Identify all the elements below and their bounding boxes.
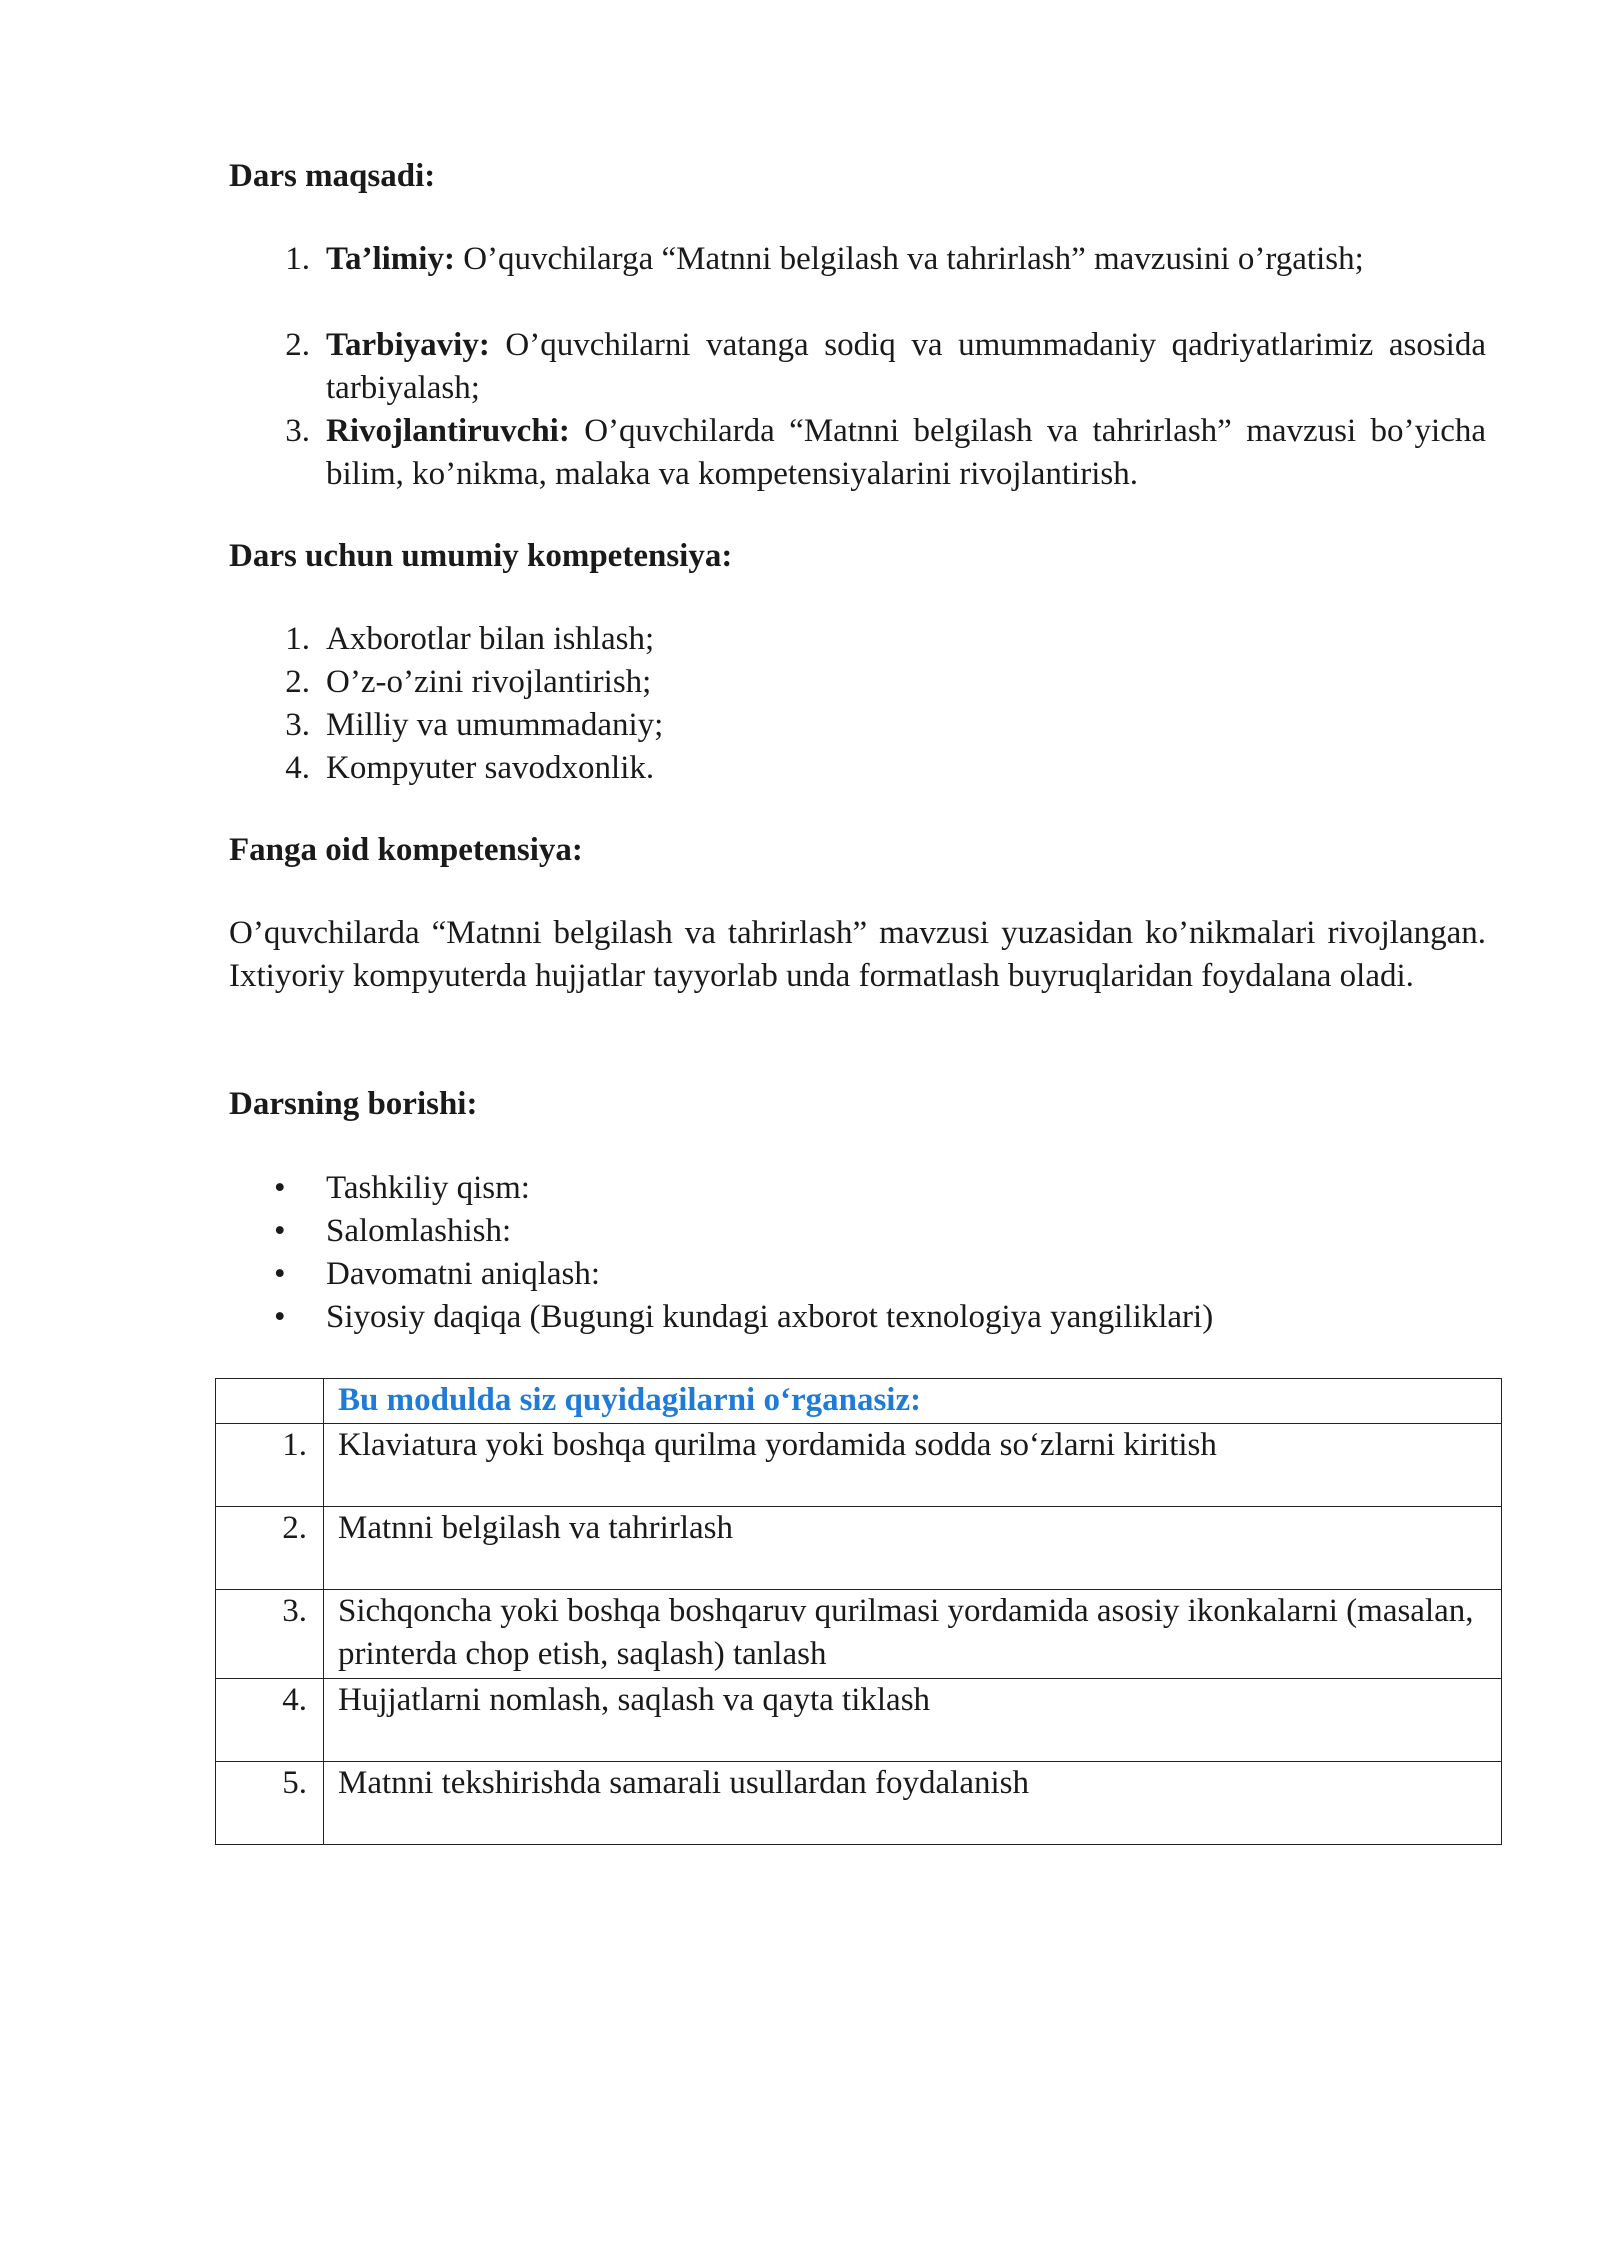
list-item (0, 704, 1486, 747)
list-item-text: Milliy va umummadaniy; (326, 707, 664, 743)
list-item-number: 2. (285, 664, 310, 700)
bullet-icon: • (274, 1213, 286, 1249)
list-item-text: Axborotlar bilan ishlash; (326, 621, 655, 657)
list-item-number: 2. (285, 327, 310, 363)
subject-competence-paragraph: O’quvchilarda “Matnni belgilash va tahrirlash” mavzusi yuzasidan ko’nikmalari rivojlangan. Ixtiyoriy kompyuterda hujjatlar tayyorlab unda formatlash buyruqlaridan foydalana oladi. (229, 915, 1486, 994)
list-item (0, 1253, 1486, 1296)
table-row (216, 1679, 1502, 1762)
list-item (0, 1167, 1486, 1210)
goal-lead-upbringing: Tarbiyaviy: (326, 327, 490, 363)
list-item-number: 1. (285, 621, 310, 657)
table-cell-text: Klaviatura yoki boshqa qurilma yordamida sodda so‘zlarni kiritish (324, 1424, 1502, 1507)
general-competence-list (0, 618, 1486, 790)
list-item (0, 324, 1486, 410)
table-cell-text: Hujjatlarni nomlash, saqlash va qayta tiklash (324, 1679, 1502, 1762)
table-cell-number: 5. (216, 1762, 324, 1845)
table-cell-text: Sichqoncha yoki boshqa boshqaruv qurilmasi yordamida asosiy ikonkalarni (masalan, printerda chop etish, saqlash) tanlash (324, 1590, 1502, 1679)
list-item-text: Siyosiy daqiqa (Bugungi kundagi axborot texnologiya yangiliklari) (326, 1299, 1214, 1335)
lesson-flow-list (0, 1167, 1486, 1339)
goals-heading: Dars maqsadi: (229, 158, 436, 194)
list-item-body (326, 238, 1486, 281)
list-item (0, 661, 1486, 704)
table-cell-number: 4. (216, 1679, 324, 1762)
table-row (216, 1424, 1502, 1507)
table-header-title: Bu modulda siz quyidagilarni o‘rganasiz: (324, 1379, 1502, 1424)
list-item (0, 410, 1486, 496)
bullet-icon: • (274, 1256, 286, 1292)
table-cell-text: Matnni tekshirishda samarali usullardan foydalanish (324, 1762, 1502, 1845)
list-item-text: Kompyuter savodxonlik. (326, 750, 655, 786)
list-item-number: 3. (285, 413, 310, 449)
list-item-text: O’z-o’zini rivojlantirish; (326, 664, 652, 700)
table-row (216, 1590, 1502, 1679)
table-cell-number: 1. (216, 1424, 324, 1507)
list-item-text: O’quvchilarga “Matnni belgilash va tahrirlash” mavzusini o’rgatish; (454, 241, 1364, 277)
table-row (216, 1762, 1502, 1845)
list-item-number: 4. (285, 750, 310, 786)
goal-lead-developmental: Rivojlantiruvchi: (326, 413, 570, 449)
list-item-text: Salomlashish: (326, 1213, 512, 1249)
list-item-number: 1. (285, 241, 310, 277)
list-item-text: O’quvchilarni vatanga sodiq va umummadaniy qadriyatlarimiz asosida tarbiyalash; (326, 327, 1486, 406)
list-item (0, 1210, 1486, 1253)
table-cell-text: Matnni belgilash va tahrirlash (324, 1507, 1502, 1590)
list-item-text: O’quvchilarda “Matnni belgilash va tahrirlash” mavzusi bo’yicha bilim, ko’nikma, malaka va kompetensiyalarini rivojlantirish. (326, 413, 1486, 492)
list-item (0, 747, 1486, 790)
list-item-number: 3. (285, 707, 310, 743)
general-competence-heading: Dars uchun umumiy kompetensiya: (229, 538, 733, 574)
subject-competence-heading: Fanga oid kompetensiya: (229, 832, 583, 868)
module-table (215, 1378, 1502, 1845)
list-item-body (326, 410, 1486, 496)
list-item (0, 618, 1486, 661)
table-header-number (216, 1379, 324, 1424)
list-item-text: Tashkiliy qism: (326, 1170, 530, 1206)
table-header-row (216, 1379, 1502, 1424)
bullet-icon: • (274, 1170, 286, 1206)
list-item-text: Davomatni aniqlash: (326, 1256, 601, 1292)
goals-list (0, 238, 1486, 496)
table-cell-number: 2. (216, 1507, 324, 1590)
table-row (216, 1507, 1502, 1590)
goal-lead-educational: Ta’limiy: (326, 241, 455, 277)
list-item (0, 1296, 1486, 1339)
lesson-flow-heading: Darsning borishi: (229, 1086, 478, 1122)
bullet-icon: • (274, 1299, 286, 1335)
list-item (0, 238, 1486, 324)
list-item-body (326, 324, 1486, 410)
table-cell-number: 3. (216, 1590, 324, 1679)
